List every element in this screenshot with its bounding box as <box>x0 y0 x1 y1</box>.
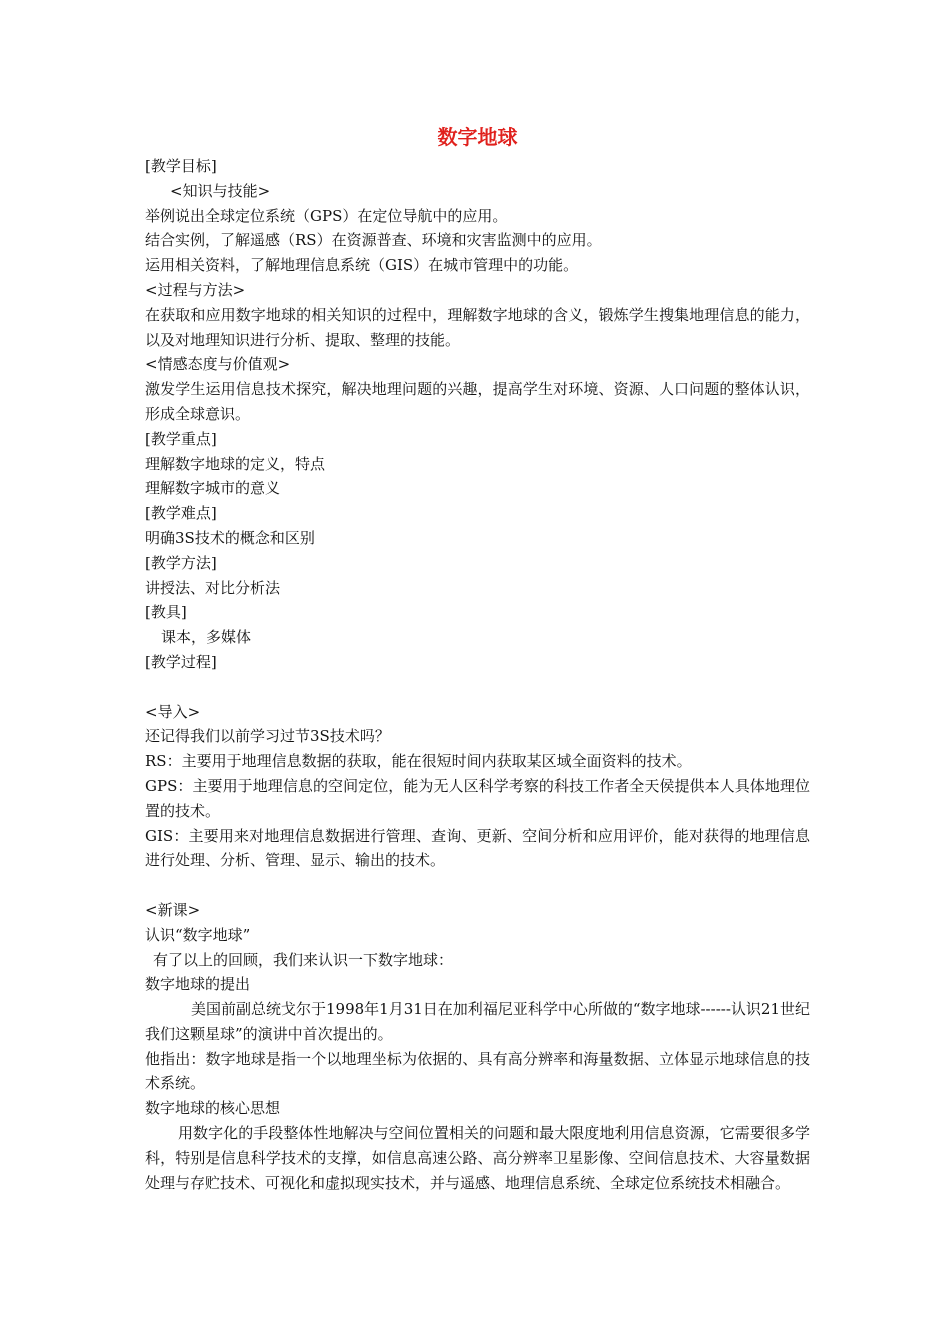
methods-heading: [教学方法] <box>145 553 217 572</box>
tools-heading: [教具] <box>145 603 187 622</box>
key-point-item: 理解数字城市的意义 <box>145 479 281 498</box>
blank-line <box>145 873 810 898</box>
document-page <box>145 122 810 1195</box>
emotion-text: 激发学生运用信息技术探究，解决地理问题的兴趣，提高学生对环境、资源、人口问题的整体认识，形成全球意识。 <box>145 380 810 423</box>
blank-line <box>145 675 810 700</box>
knowledge-item: 结合实例，了解遥感（RS）在资源普查、环境和灾害监测中的应用。 <box>145 231 602 250</box>
core-heading: 数字地球的核心思想 <box>145 1099 281 1118</box>
difficulty-item: 明确3S技术的概念和区别 <box>145 528 315 547</box>
intro-gps: GPS：主要用于地理信息的空间定位，能为无人区科学考察的科技工作者全天侯提供本人具体地理位置的技术。 <box>145 776 810 820</box>
intro-question: 还记得我们以前学习过节3S技术吗？ <box>145 727 390 746</box>
process-method-heading: <过程与方法> <box>145 280 246 299</box>
method-item: 讲授法、对比分析法 <box>145 578 281 597</box>
intro-gis: GIS：主要用来对地理信息数据进行管理、查询、更新、空间分析和应用评价，能对获得的地理信息进行处理、分析、管理、显示、输出的技术。 <box>145 826 810 870</box>
knowledge-item: 运用相关资料，了解地理信息系统（GIS）在城市管理中的功能。 <box>145 256 579 275</box>
definition-text: 他指出：数字地球是指一个以地理坐标为依据的、具有高分辨率和海量数据、立体显示地球信息的技术系统。 <box>145 1049 810 1093</box>
difficulties-heading: [教学难点] <box>145 504 217 523</box>
document-title: 数字地球 <box>437 125 518 149</box>
new-lesson-transition: 有了以上的回顾，我们来认识一下数字地球： <box>153 950 454 969</box>
key-points-heading: [教学重点] <box>145 429 217 448</box>
emotion-heading: <情感态度与价值观> <box>145 355 291 374</box>
new-lesson-heading: <新课> <box>145 900 201 919</box>
intro-heading: <导入> <box>145 702 201 721</box>
objectives-heading: [教学目标] <box>145 157 217 175</box>
knowledge-item: 举例说出全球定位系统（GPS）在定位导航中的应用。 <box>145 206 508 225</box>
core-text: 用数字化的手段整体性地解决与空间位置相关的问题和最大限度地利用信息资源，它需要很多学科，特别是信息科学技术的支撑，如信息高速公路、高分辨率卫星影像、空间信息技术、大容量数据处理与存贮技术、可视化和虚拟现实技术，并与遥感、地理信息系统、全球定位系统技术相融合。 <box>145 1124 810 1192</box>
new-lesson-subheading: 认识“数字地球” <box>145 925 251 944</box>
process-method-text: 在获取和应用数字地球的相关知识的过程中，理解数字地球的含义，锻炼学生搜集地理信息的能力，以及对地理知识进行分析、提取、整理的技能。 <box>145 305 810 349</box>
knowledge-heading: <知识与技能> <box>170 181 271 200</box>
intro-rs: RS：主要用于地理信息数据的获取，能在很短时间内获取某区域全面资料的技术。 <box>145 752 692 771</box>
proposal-text: 美国前副总统戈尔于1998年1月31日在加利福尼亚科学中心所做的“数字地球------认识21世纪我们这颗星球”的演讲中首次提出的。 <box>145 1000 810 1043</box>
proposal-heading: 数字地球的提出 <box>145 975 251 994</box>
tool-item: 课本，多媒体 <box>161 628 252 647</box>
key-point-item: 理解数字地球的定义，特点 <box>145 454 326 473</box>
teaching-process-heading: [教学过程] <box>145 652 217 671</box>
